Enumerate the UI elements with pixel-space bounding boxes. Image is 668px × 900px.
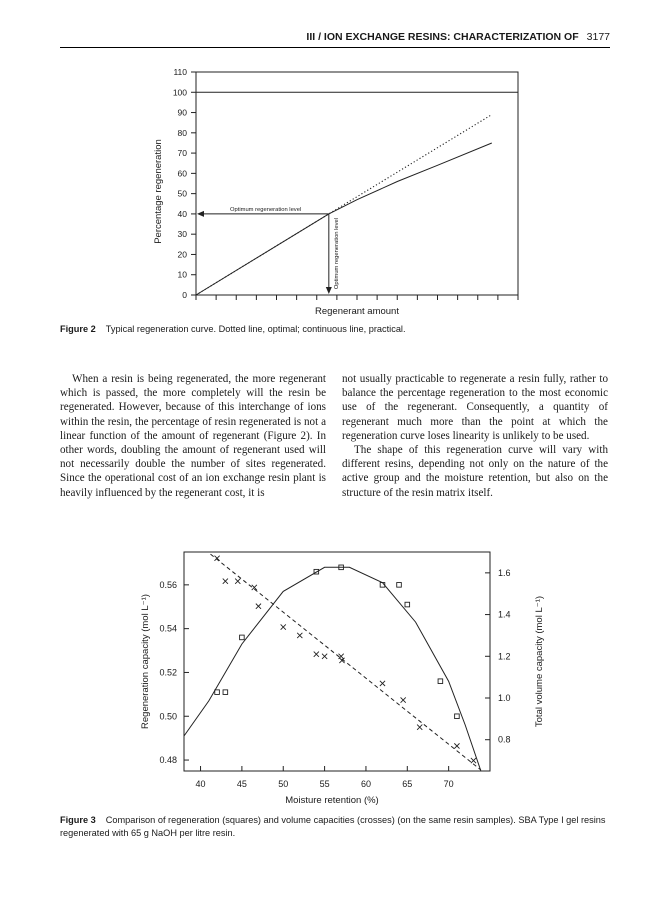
y-tick-label: 60: [177, 168, 187, 179]
y2-tick-label: 1.4: [498, 609, 511, 620]
square-marker: [438, 679, 443, 684]
y-tick-label: 0: [182, 290, 187, 300]
figure-2-caption-text: Typical regeneration curve. Dotted line, optimal; continuous line, practical.: [105, 324, 406, 334]
y2-tick-label: 0.8: [498, 734, 511, 745]
y-tick-label: 20: [177, 249, 187, 260]
square-marker: [223, 690, 228, 695]
y-tick-label: 40: [177, 208, 187, 219]
y-axis-label: Regeneration capacity (mol L⁻¹): [140, 594, 151, 729]
x-tick-label: 60: [360, 779, 371, 789]
cross-marker: [223, 579, 228, 584]
y-tick-label: 90: [177, 107, 187, 118]
x-tick-label: 55: [319, 779, 330, 789]
y2-tick-label: 1.6: [498, 567, 511, 578]
y2-tick-label: 1.0: [498, 693, 511, 703]
square-marker: [240, 635, 245, 640]
cross-marker: [417, 725, 422, 730]
cross-marker: [256, 604, 261, 609]
y-tick-label: 0.50: [159, 711, 177, 722]
y2-axis-label: Total volume capacity (mol L⁻¹): [534, 595, 545, 728]
cross-marker: [314, 652, 319, 657]
y-tick-label: 0.48: [159, 755, 177, 766]
x-tick-label: 40: [195, 779, 206, 789]
x-tick-label: 45: [236, 779, 247, 789]
cross-marker: [454, 743, 459, 748]
y-tick-label: 0.56: [159, 579, 177, 590]
square-marker: [455, 714, 460, 719]
y-tick-label: 70: [177, 148, 187, 159]
y2-tick-label: 1.2: [498, 651, 511, 662]
figure-3-caption-text: Comparison of regeneration (squares) and volume capacities (crosses) (on the same resin samples). SBA Type I gel resins regenerated with 65 g NaOH per litre resin.: [60, 815, 606, 838]
x-tick-label: 50: [278, 779, 289, 789]
cross-marker: [214, 556, 219, 561]
figure-2-caption-label: Figure 2: [60, 324, 96, 334]
plot-frame: [184, 552, 490, 771]
body-paragraph: The shape of this regeneration curve will vary with different resins, depending not only on the nature of the active group and the moisture retention, but also on the structure of the resin matrix itself.: [342, 444, 608, 499]
cross-marker: [401, 697, 406, 702]
annotation-optimum-level: Optimum regeneration level: [230, 206, 302, 213]
annotation-optimum-amount: Optimum regeneration level: [333, 217, 340, 290]
y-axis-label: Percentage regeneration: [153, 139, 164, 244]
x-tick-label: 65: [402, 779, 413, 789]
cross-marker: [235, 579, 240, 584]
x-tick-label: 70: [443, 779, 454, 789]
running-title: III / ION EXCHANGE RESINS: CHARACTERIZATION OF: [306, 31, 579, 43]
x-axis-label: Moisture retention (%): [285, 795, 379, 806]
y-tick-label: 100: [172, 87, 187, 98]
y-tick-label: 10: [177, 269, 187, 280]
cross-marker: [380, 681, 385, 686]
y-tick-label: 50: [177, 188, 187, 199]
cross-marker: [471, 758, 476, 763]
y-tick-label: 30: [177, 229, 187, 240]
figure-3-caption-label: Figure 3: [60, 815, 96, 825]
fit-line-dashed: [211, 554, 481, 770]
body-paragraph: not usually practicable to regenerate a resin fully, rather to balance the percentage regeneration to the most economic use of the regenerant. Consequently, a quantity of regenerant much more than the point at which the regeneration curve loses linearity is unlikely to be used.: [342, 373, 608, 442]
square-marker: [215, 690, 220, 695]
y-tick-label: 80: [177, 127, 187, 138]
page-number: 3177: [586, 31, 610, 43]
y-tick-label: 110: [173, 67, 187, 77]
square-marker: [405, 602, 410, 607]
figure-3-caption: [60, 814, 612, 840]
cross-marker: [281, 624, 286, 629]
fit-line-solid: [184, 567, 481, 771]
cross-marker: [322, 654, 327, 659]
y-tick-label: 0.52: [159, 667, 177, 678]
y-tick-label: 0.54: [159, 623, 177, 634]
body-paragraph: When a resin is being regenerated, the more regenerant which is passed, the more completely will the resin be regenerated. However, because of this interchange of ions within the resin, the percentage of resin regenerated is not a linear function of the amount of regenerant (Figure 2). In other words, doubling the amount of regenerant used will not necessarily double the number of sites regenerated. Since the operational cost of an ion exchange resin plant is heavily influenced by the regenerant cost, it is: [60, 373, 326, 499]
cross-marker: [297, 633, 302, 638]
square-marker: [397, 583, 402, 588]
x-axis-label: Regenerant amount: [315, 306, 399, 317]
